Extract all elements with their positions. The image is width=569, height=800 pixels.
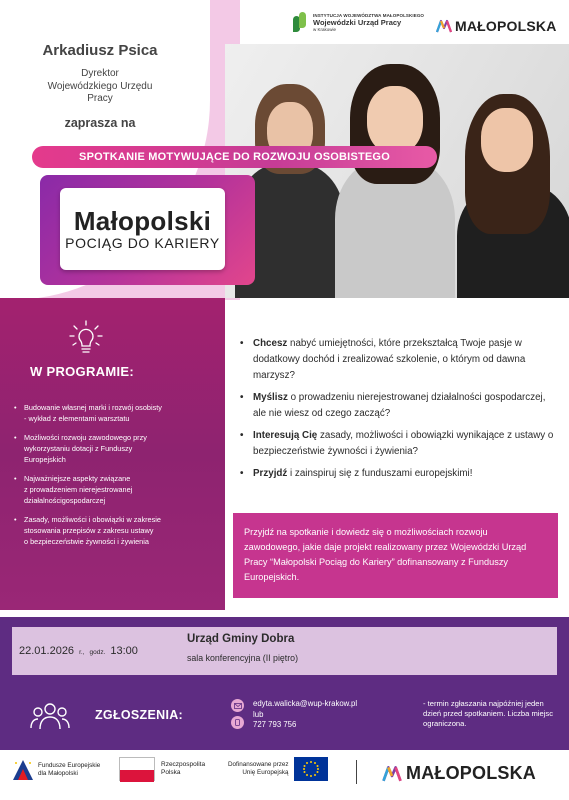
speaker-name: Arkadiusz Psica: [42, 42, 158, 59]
project-title: Małopolski: [73, 206, 212, 236]
reason-bold: Interesują Cię: [253, 430, 318, 441]
reason-bold: Myślisz: [253, 392, 288, 403]
program-list: [14, 402, 219, 555]
reason-item: [240, 466, 560, 482]
registration-note: - termin zgłaszania najpóźniej jeden dzień przed spotkaniem. Liczba miejsc ograniczona.: [423, 699, 553, 728]
reason-item: [240, 390, 560, 422]
reason-bold: Przyjdź: [253, 468, 288, 479]
reason-text: o prowadzeniu nierejestrowanej działalności gospodarczej, ale nie wiesz od czego zacząć?: [253, 392, 546, 419]
reason-item: [240, 428, 560, 460]
project-title-card: [60, 188, 225, 270]
eu-logo: [228, 757, 328, 781]
people-icon: [30, 701, 70, 731]
speaker-role-line1: Dyrektor: [81, 68, 119, 79]
speaker-role-line2: Wojewódzkiego Urzędu: [47, 80, 153, 92]
speaker-role-line3: Pracy: [87, 93, 113, 104]
pl-text-line2: Polska: [161, 769, 181, 776]
event-date: 22.01.2026: [19, 645, 75, 657]
reasons-list: [240, 336, 560, 488]
malopolska-mark-icon: [436, 19, 452, 33]
phone-icon: [231, 716, 244, 729]
event-godz-label: godz.: [89, 649, 106, 656]
wup-logo: [293, 12, 424, 34]
mail-icon: [231, 699, 244, 712]
malopolska-logo-header: [436, 18, 557, 34]
footer-divider: [356, 760, 357, 784]
event-date-time: [19, 645, 138, 657]
event-room: sala konferencyjna (II piętro): [187, 653, 298, 663]
lightbulb-icon: [68, 318, 104, 358]
program-item: • Budowanie własnej marki i rozwój osobisty - wykład z elementami warsztatu: [14, 402, 219, 424]
poland-flag-icon: [119, 757, 155, 781]
malopolska-mark-icon: [382, 765, 402, 782]
fe-logo: [12, 759, 100, 781]
european-funds-icon: [12, 759, 34, 781]
malopolska-logo-footer: [382, 763, 536, 784]
wup-leaf-icon: [293, 12, 309, 34]
project-subtitle: POCIĄG DO KARIERY: [65, 235, 220, 251]
malopolska-logo-text: MAŁOPOLSKA: [455, 18, 557, 34]
malopolska-footer-text: MAŁOPOLSKA: [406, 763, 536, 783]
eu-text-line2: Unię Europejską: [242, 769, 289, 776]
event-place: Urząd Gminy Dobra: [187, 633, 295, 645]
reason-text: nabyć umiejętności, które przekształcą Twoje pasje w dodatkowy dochód i zrealizować szkolenie, o którym od dawna marzysz?: [253, 338, 526, 381]
invite-box: [233, 513, 558, 598]
wup-logo-line2: Wojewódzki Urząd Pracy: [313, 18, 402, 28]
poland-logo: [119, 757, 205, 781]
invite-text: Przyjdź na spotkanie i dowiedz się o możliwościach rozwoju zawodowego, jakie daje projekt realizowany przez Wojewódzki Urząd Pracy “Małopolski Pociąg do Kariery” dofinansowany z Funduszy Europejskich.: [244, 527, 527, 582]
hero-photo: [225, 44, 569, 298]
contact-email[interactable]: edyta.walicka@wup-krakow.pl: [253, 699, 358, 708]
reason-item: [240, 336, 560, 384]
reason-text: zasady, możliwości i obowiązki wynikające z ustawy o bezpieczeństwie żywności i żywienia?: [253, 430, 554, 457]
registration-title: ZGŁOSZENIA:: [95, 708, 184, 722]
wup-logo-line1: INSTYTUCJA WOJEWÓDZTWA MAŁOPOLSKIEGO: [313, 12, 425, 18]
invites-text: zaprasza na: [64, 116, 136, 130]
program-item: • Możliwości rozwoju zawodowego przy wykorzystaniu dotacji z Funduszy Europejskich: [14, 432, 219, 465]
contact-info: [253, 699, 357, 731]
eu-flag-icon: [294, 757, 328, 781]
program-item: • Najważniejsze aspekty związane z prowadzeniem nierejestrowanej działalnościgospodarczej: [14, 473, 219, 506]
pl-text-line1: Rzeczpospolita: [161, 761, 206, 768]
reason-bold: Chcesz: [253, 338, 288, 349]
reason-text: i zainspiruj się z funduszami europejskimi!: [287, 468, 473, 479]
meeting-banner: [32, 146, 437, 168]
eu-text-line1: Dofinansowane przez: [228, 761, 289, 768]
photo-person-3-face: [481, 108, 533, 172]
program-item: • Zasady, możliwości i obowiązki w zakresie stosowania przepisów z zakresu ustawy o bezpieczeństwie żywności i żywienia: [14, 514, 219, 547]
program-title: W PROGRAMIE:: [30, 364, 134, 379]
contact-phone[interactable]: 727 793 756: [253, 720, 297, 729]
event-r-label: r.,: [79, 649, 85, 656]
photo-person-2-face: [367, 86, 423, 154]
wup-logo-line3: w Krakowie: [313, 26, 337, 32]
event-time: 13:00: [110, 645, 138, 657]
speaker-role: [0, 68, 200, 106]
fe-text-line2: dla Małopolski: [38, 770, 78, 777]
contact-or: lub: [253, 709, 264, 719]
meeting-banner-text: SPOTKANIE MOTYWUJĄCE DO ROZWOJU OSOBISTEGO: [79, 151, 390, 163]
fe-text-line1: Fundusze Europejskie: [38, 762, 101, 769]
